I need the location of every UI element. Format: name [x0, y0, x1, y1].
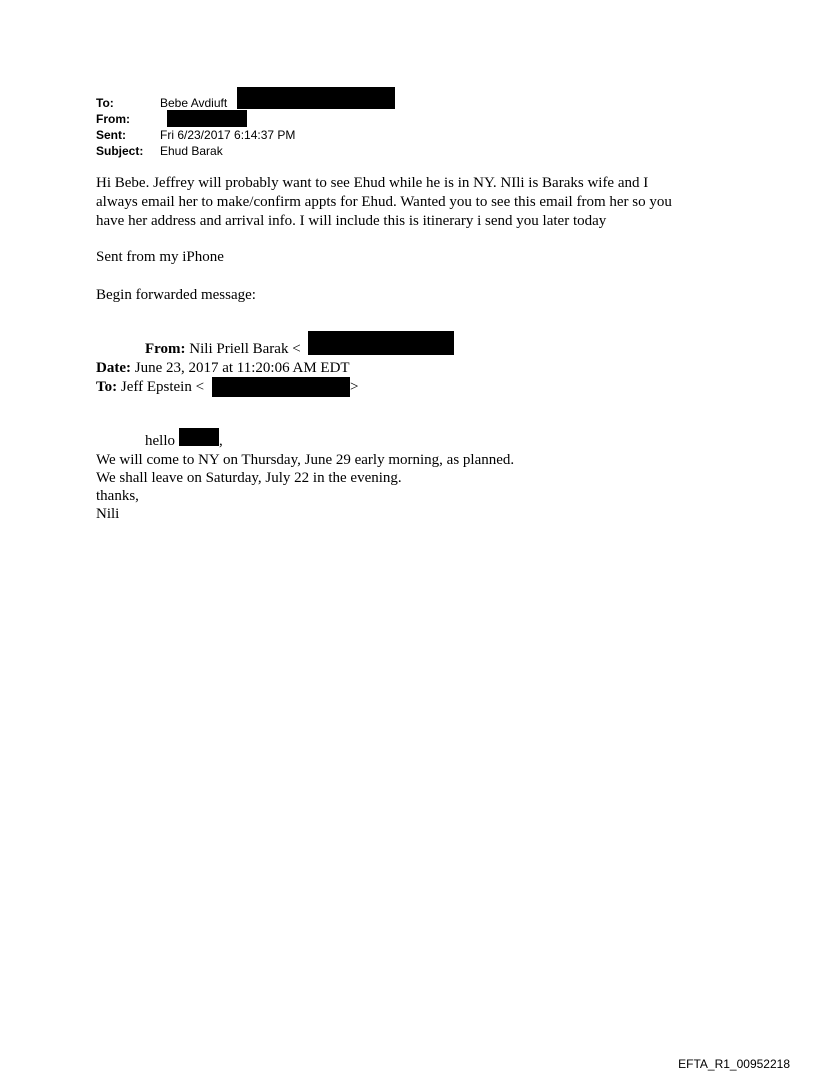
redaction-bar	[237, 87, 395, 109]
fwd-from-label: From:	[145, 341, 186, 357]
fwd-date-label: Date:	[96, 360, 131, 376]
sent-label: Sent:	[96, 128, 126, 142]
greeting-word: hello	[145, 433, 175, 449]
fwd-to-close: >	[350, 379, 359, 395]
fwd-to-label: To:	[96, 379, 118, 395]
redaction-bar	[212, 377, 350, 397]
body-line: always email her to make/confirm appts for Ehud. Wanted you to see this email from her so you	[96, 194, 672, 210]
fwd-from-value: Nili Priell Barak <	[189, 341, 301, 357]
message-line: We shall leave on Saturday, July 22 in the evening.	[96, 470, 402, 486]
fwd-date-value: June 23, 2017 at 11:20:06 AM EDT	[134, 360, 350, 376]
sent-value: Fri 6/23/2017 6:14:37 PM	[160, 128, 296, 142]
fwd-to-row	[96, 378, 204, 396]
subject-label: Subject:	[96, 144, 144, 158]
signature-line: Sent from my iPhone	[96, 249, 224, 265]
redaction-bar	[308, 331, 454, 355]
redaction-bar	[167, 110, 247, 127]
fwd-to-value: Jeff Epstein <	[120, 379, 205, 395]
body-line: have her address and arrival info. I will include this is itinerary i send you later today	[96, 213, 607, 229]
subject-value: Ehud Barak	[160, 144, 223, 158]
document-id: EFTA_R1_00952218	[678, 1057, 790, 1071]
fwd-date-row	[96, 359, 350, 377]
body-line: Hi Bebe. Jeffrey will probably want to see Ehud while he is in NY. NIli is Baraks wife and I	[96, 175, 649, 191]
message-line: thanks,	[96, 488, 139, 504]
redaction-bar	[179, 428, 219, 446]
to-value: Bebe Avdiuft	[160, 96, 228, 110]
message-line: We will come to NY on Thursday, June 29 early morning, as planned.	[96, 452, 515, 468]
to-label: To:	[96, 96, 114, 110]
from-label: From:	[96, 112, 130, 126]
forward-intro: Begin forwarded message:	[96, 287, 256, 303]
greeting-comma: ,	[219, 433, 223, 449]
message-line: Nili	[96, 506, 120, 522]
fwd-from-row	[145, 340, 301, 358]
